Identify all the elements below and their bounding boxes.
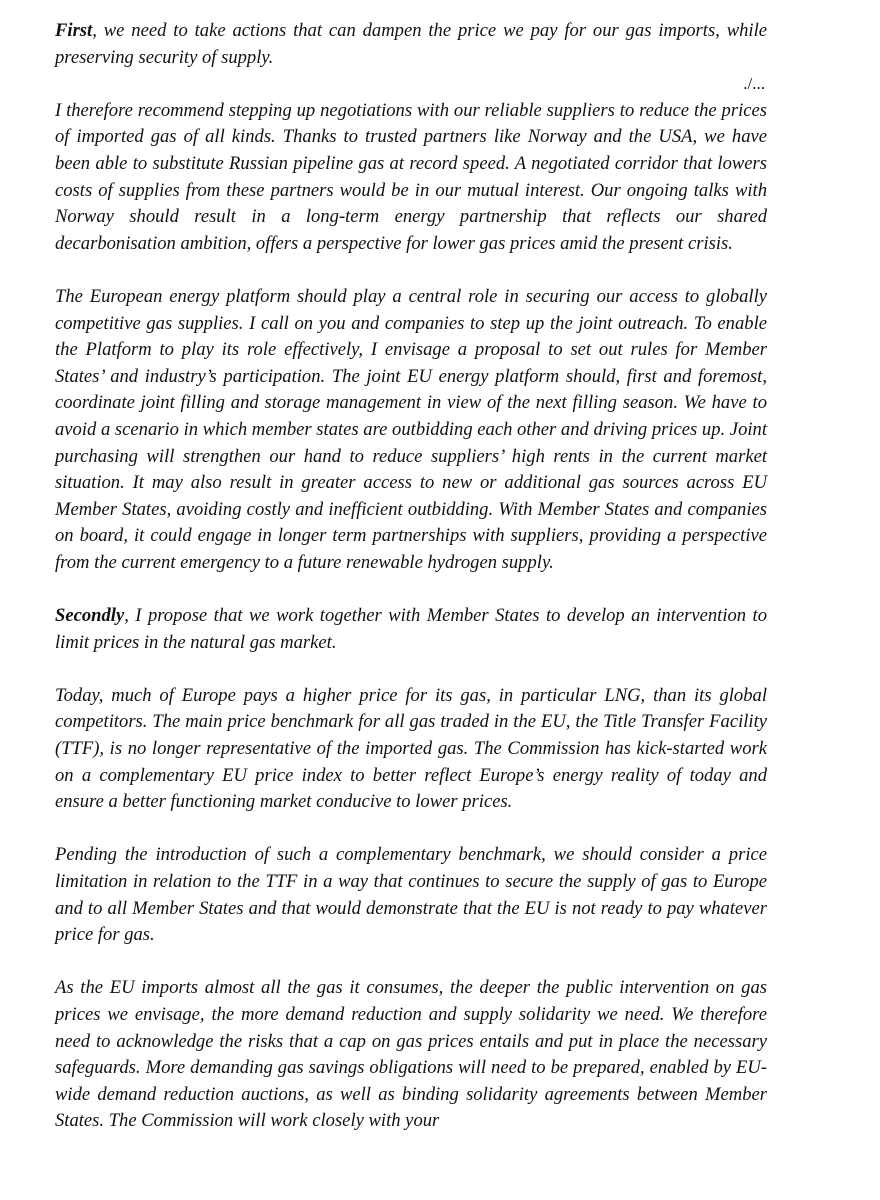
paragraph-demand-reduction: As the EU imports almost all the gas it consumes, the deeper the public intervention on gas prices we envisage, the more demand reduction and supply solidarity we need. We therefore need to acknowledge the risks that a cap on gas prices entails and put in place the necessary safeguards. More demanding gas savings obligations will need to be prepared, enabled by EU-wide demand reduction auctions, as well as binding solidarity agreements between Member States. The Commission will work closely with your	[55, 977, 767, 1132]
paragraph-secondly	[55, 603, 767, 656]
paragraph-spacer	[55, 656, 767, 683]
paragraph-text: , we need to take actions that can dampen the price we pay for our gas imports, while preserving security of supply.	[55, 20, 767, 68]
page-continuation-mark: ./...	[743, 74, 765, 94]
paragraph-first	[55, 18, 767, 71]
paragraph-spacer	[55, 816, 767, 843]
paragraph-lead-first: First	[55, 20, 93, 41]
paragraph-price-benchmark: Today, much of Europe pays a higher price for its gas, in particular LNG, than its global competitors. The main price benchmark for all gas traded in the EU, the Title Transfer Facility (TTF), is no longer representative of the imported gas. The Commission has kick-started work on a complementary EU price index to better reflect Europe’s energy reality of today and ensure a better functioning market conducive to lower prices.	[55, 684, 767, 813]
paragraph-text: , I propose that we work together with Member States to develop an intervention to limit prices in the natural gas market.	[55, 605, 767, 653]
paragraph-spacer	[55, 576, 767, 603]
letter-page	[55, 18, 767, 1135]
paragraph-lead-secondly: Secondly	[55, 605, 125, 627]
paragraph-spacer	[55, 257, 767, 284]
paragraph-price-limitation: Pending the introduction of such a complementary benchmark, we should consider a price limitation in relation to the TTF in a way that continues to secure the supply of gas to Europe and to all Member States and that would demonstrate that the EU is not ready to pay whatever price for gas.	[55, 844, 767, 946]
paragraph-energy-platform: The European energy platform should play a central role in securing our access to globally competitive gas supplies. I call on you and companies to step up the joint outreach. To enable the Platform to play its role effectively, I envisage a proposal to set out rules for Member States’ and industry’s participation. The joint EU energy platform should, first and foremost, coordinate joint filling and storage management in view of the next filling season. We have to avoid a scenario in which member states are outbidding each other and driving prices up. Joint purchasing will strengthen our hand to reduce suppliers’ high rents in the current market situation. It may also result in greater access to new or additional gas sources across EU Member States, avoiding costly and inefficient outbidding. With Member States and companies on board, it could engage in longer term partnerships with suppliers, providing a perspective from the current emergency to a future renewable hydrogen supply.	[55, 285, 767, 573]
paragraph-spacer	[55, 949, 767, 976]
paragraph-supplier-negotiations: I therefore recommend stepping up negotiations with our reliable suppliers to reduce the prices of imported gas of all kinds. Thanks to trusted partners like Norway and the USA, we have been able to substitute Russian pipeline gas at record speed. A negotiated corridor that lowers costs of supplies from these partners would be in our mutual interest. Our ongoing talks with Norway should result in a long-term energy partnership that reflects our shared decarbonisation ambition, offers a perspective for lower gas prices amid the present crisis.	[55, 99, 767, 254]
